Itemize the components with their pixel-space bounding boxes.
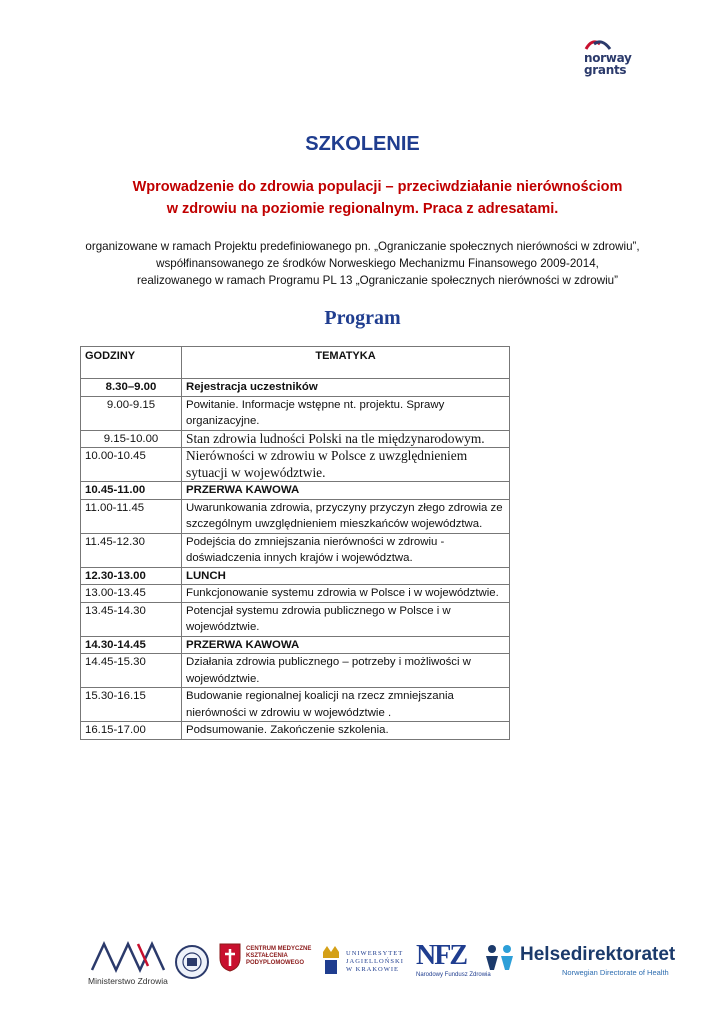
header-topics: TEMATYKA <box>182 347 510 379</box>
norway-grants-logo <box>578 38 640 82</box>
topic-cell: Stan zdrowia ludności Polski na tle międzynarodowym. <box>182 430 510 448</box>
time-cell: 11.45-12.30 <box>81 533 182 567</box>
subtitle-line-2: w zdrowiu na poziomie regionalnym. Praca z adresatami. <box>166 201 559 217</box>
helse-figures-icon <box>484 944 516 972</box>
norway-grants-text <box>584 52 632 76</box>
document-title: SZKOLENIE <box>305 133 420 155</box>
seal-icon <box>174 944 210 980</box>
uj-line-1: UNIWERSYTET <box>346 950 404 957</box>
logo-line-1: norway <box>584 51 632 65</box>
topic-cell: Nierówności w zdrowiu w Polsce z uwzględnieniem sytuacji w województwie. <box>182 448 510 482</box>
footer-logos <box>88 936 678 992</box>
cmkp-line-2: KSZTAŁCENIA <box>246 953 288 959</box>
table-row <box>81 379 510 397</box>
nfz-subtitle: Narodowy Fundusz Zdrowia <box>416 972 491 978</box>
mz-name: Ministerstwo Zdrowia <box>88 976 168 986</box>
helse-subtitle: Norwegian Directorate of Health <box>562 968 669 977</box>
description-line-1: organizowane w ramach Projektu predefiniowanego pn. „Ograniczanie społecznych nierówności w zdrowiu”, <box>85 240 640 253</box>
topic-cell: Budowanie regionalnej koalicji na rzecz zmniejszania nierówności w zdrowiu w województwie . <box>182 688 510 722</box>
description-line-2: współfinansowanego ze środków Norweskiego Mechanizmu Finansowego 2009-2014, <box>156 257 599 270</box>
program-heading: Program <box>324 307 401 329</box>
cmkp-shield-icon <box>218 942 242 972</box>
time-cell: 8.30–9.00 <box>81 379 182 397</box>
cmkp-line-3: PODYPLOMOWEGO <box>246 960 305 966</box>
table-row-break <box>81 636 510 654</box>
table-row <box>81 602 510 636</box>
nfz-logo <box>416 940 491 978</box>
time-cell: 16.15-17.00 <box>81 722 182 740</box>
norway-grants-swoosh-icon <box>584 38 612 52</box>
description-line-3: realizowanego w ramach Programu PL 13 „Ograniczanie społecznych nierówności w zdrowiu” <box>137 274 618 287</box>
mz-zigzag-icon <box>88 936 168 974</box>
time-cell: 10.45-11.00 <box>81 482 182 500</box>
uj-text <box>346 950 404 974</box>
header-hours: GODZINY <box>81 347 182 379</box>
table-row <box>81 396 510 430</box>
table-row <box>81 533 510 567</box>
time-cell: 9.00-9.15 <box>81 396 182 430</box>
table-row <box>81 654 510 688</box>
time-cell: 14.30-14.45 <box>81 636 182 654</box>
topic-cell: PRZERWA KAWOWA <box>182 636 510 654</box>
uj-crown-icon <box>320 942 342 978</box>
round-seal-logo <box>174 944 210 985</box>
topic-cell: PRZERWA KAWOWA <box>182 482 510 500</box>
project-description <box>0 238 725 289</box>
subtitle-line-1: Wprowadzenie do zdrowia populacji – przeciwdziałanie nierównościom <box>132 179 623 195</box>
table-row <box>81 688 510 722</box>
topic-cell: LUNCH <box>182 567 510 585</box>
topic-cell: Uwarunkowania zdrowia, przyczyny przyczyn złego zdrowia ze szczególnym uwzględnieniem mieszkańców województwa. <box>182 499 510 533</box>
topic-cell: Działania zdrowia publicznego – potrzeby i możliwości w województwie. <box>182 654 510 688</box>
cmkp-text <box>246 946 311 967</box>
ministerstwo-zdrowia-logo <box>88 936 168 986</box>
uj-line-3: W KRAKOWIE <box>346 966 400 973</box>
table-row-break <box>81 482 510 500</box>
table-row-lunch <box>81 567 510 585</box>
helse-name: Helsedirektoratet <box>520 944 676 965</box>
topic-cell: Potencjał systemu zdrowia publicznego w Polsce i w województwie. <box>182 602 510 636</box>
time-cell: 15.30-16.15 <box>81 688 182 722</box>
topic-cell: Powitanie. Informacje wstępne nt. projektu. Sprawy organizacyjne. <box>182 396 510 430</box>
table-row <box>81 585 510 603</box>
uj-line-2: JAGIELLOŃSKI <box>346 958 404 965</box>
table-row <box>81 499 510 533</box>
schedule-table <box>80 346 510 740</box>
nfz-mark: NFZ <box>416 940 466 971</box>
topic-cell: Podejścia do zmniejszania nierówności w zdrowiu - doświadczenia innych krajów i województwa. <box>182 533 510 567</box>
time-cell: 11.00-11.45 <box>81 499 182 533</box>
table-row <box>81 448 510 482</box>
table-row <box>81 430 510 448</box>
topic-cell: Funkcjonowanie systemu zdrowia w Polsce i w województwie. <box>182 585 510 603</box>
topic-cell: Rejestracja uczestników <box>182 379 510 397</box>
cmkp-line-1: CENTRUM MEDYCZNE <box>246 946 312 952</box>
time-cell: 10.00-10.45 <box>81 448 182 482</box>
logo-line-2: grants <box>584 63 627 77</box>
time-cell: 9.15-10.00 <box>81 430 182 448</box>
topic-cell: Podsumowanie. Zakończenie szkolenia. <box>182 722 510 740</box>
document-subtitle <box>0 176 725 220</box>
time-cell: 12.30-13.00 <box>81 567 182 585</box>
time-cell: 14.45-15.30 <box>81 654 182 688</box>
table-header-row <box>81 347 510 379</box>
time-cell: 13.45-14.30 <box>81 602 182 636</box>
table-row <box>81 722 510 740</box>
time-cell: 13.00-13.45 <box>81 585 182 603</box>
